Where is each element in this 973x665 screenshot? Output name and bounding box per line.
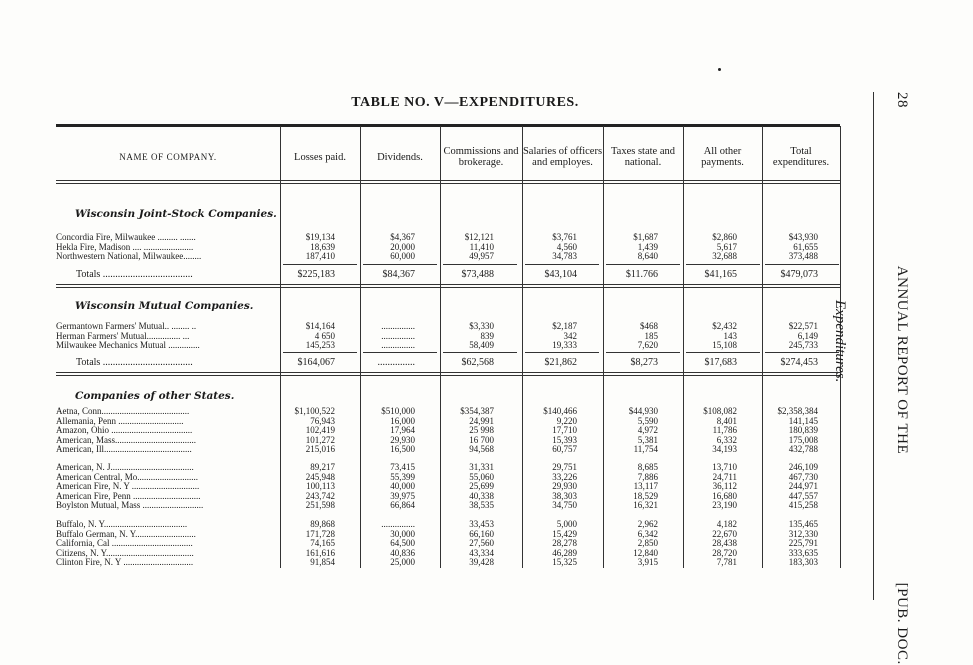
cell-value: 342: [563, 330, 577, 341]
cell-value: 7,886: [637, 471, 658, 482]
cell-value: 55,399: [390, 471, 415, 482]
header-rule: [56, 183, 840, 184]
total-rule: [525, 352, 599, 353]
cell-value: 1,439: [637, 241, 658, 252]
total-rule: [606, 264, 680, 265]
cell-value: 141,145: [788, 415, 818, 426]
cell-value: 25,699: [469, 481, 494, 491]
cell-value: $3,330: [469, 321, 494, 331]
cell-value: 467,730: [788, 471, 818, 482]
table-title: TABLE NO. V—EXPENDITURES.: [351, 95, 579, 110]
cell-value: 29,751: [552, 462, 577, 472]
total-rule: [606, 352, 680, 353]
cell-value: 143: [723, 330, 737, 341]
cell-value: 12,840: [633, 547, 658, 558]
total-value: $84,367: [382, 269, 415, 280]
cell-value: $354,387: [460, 406, 494, 416]
total-value: $21,862: [544, 357, 577, 368]
total-value: $479,073: [780, 269, 818, 280]
cell-value: 18,639: [310, 241, 335, 252]
cell-value: 246,109: [788, 462, 818, 472]
table-row: [56, 472, 840, 482]
total-rule: [765, 352, 839, 353]
cell-value: 19,333: [552, 340, 577, 350]
total-rule: [363, 264, 437, 265]
cell-value: 11,786: [712, 425, 737, 435]
cell-value: 15,429: [552, 528, 577, 539]
cell-value: 8,640: [637, 251, 658, 261]
total-rule: [363, 352, 437, 353]
cell-value: ...............: [381, 321, 415, 331]
cell-value: 36,112: [712, 481, 737, 491]
table-row: [56, 462, 840, 472]
cell-value: 33,453: [469, 519, 494, 529]
cell-value: 94,568: [469, 444, 494, 454]
total-double-rule: [56, 375, 840, 376]
total-value: $43,104: [544, 269, 577, 280]
cell-value: 40,338: [469, 490, 494, 501]
company-name: Amazon, Ohio ....................................: [56, 425, 193, 435]
cell-value: $108,082: [703, 406, 737, 416]
cell-value: 28,720: [712, 547, 737, 558]
cell-value: 245,733: [788, 340, 818, 350]
column-header: Total expenditures.: [772, 146, 830, 168]
cell-value: 66,864: [390, 500, 415, 510]
total-rule: [525, 264, 599, 265]
cell-value: 34,783: [552, 251, 577, 261]
cell-value: 100,113: [306, 481, 335, 491]
total-rule: [283, 264, 357, 265]
cell-value: 4,972: [637, 425, 658, 435]
total-double-rule: [56, 284, 840, 285]
cell-value: 38,303: [552, 490, 577, 501]
table-row: [56, 416, 840, 426]
cell-value: $510,000: [381, 406, 415, 416]
company-name: American, Mass....................................: [56, 434, 196, 445]
cell-value: 8,401: [716, 415, 737, 426]
total-rule: [283, 352, 357, 353]
total-value: $164,067: [297, 357, 335, 368]
total-rule: [443, 352, 517, 353]
cell-value: $468: [640, 321, 658, 331]
cell-value: 16,500: [390, 444, 415, 454]
total-double-rule: [56, 372, 840, 373]
cell-value: 43,334: [469, 547, 494, 558]
cell-value: 7,620: [637, 340, 658, 350]
cell-value: 89,217: [310, 462, 335, 472]
column-header: NAME OF COMPANY.: [119, 151, 217, 162]
cell-value: 6,149: [797, 330, 818, 341]
company-name: Herman Farmers' Mutual............... ...: [56, 330, 190, 341]
cell-value: 60,000: [390, 251, 415, 261]
company-name: Northwestern National, Milwaukee........: [56, 251, 202, 261]
total-value: $17,683: [704, 357, 737, 368]
cell-value: 74,165: [310, 538, 335, 548]
cell-value: 55,060: [469, 471, 494, 482]
total-value: $225,183: [297, 269, 335, 280]
company-name: American Central, Mo...........................: [56, 471, 198, 482]
cell-value: 91,854: [310, 557, 335, 567]
cell-value: 29,930: [390, 434, 415, 445]
cell-value: 22,670: [712, 528, 737, 539]
cell-value: 2,850: [637, 538, 658, 548]
cell-value: 58,409: [469, 340, 494, 350]
column-header: All other payments.: [701, 146, 744, 168]
company-name: Boylston Mutual, Mass ...........................: [56, 500, 204, 510]
total-value: $11.766: [625, 269, 658, 280]
cell-value: 24,711: [712, 471, 737, 482]
company-name: California, Cal ....................................: [56, 538, 193, 548]
table-row: [56, 406, 840, 416]
running-head: [893, 92, 910, 665]
cell-value: $12,121: [464, 232, 494, 242]
cell-value: 16,321: [633, 500, 658, 510]
cell-value: 333,635: [788, 547, 818, 558]
total-value: $73,488: [461, 269, 494, 280]
section-heading: Wisconsin Mutual Companies.: [75, 300, 254, 312]
cell-value: ...............: [381, 519, 415, 529]
cell-value: 4 650: [314, 330, 335, 341]
cell-value: 76,943: [310, 415, 335, 426]
company-name: American Fire, Penn ..............................: [56, 490, 201, 501]
cell-value: 66,160: [469, 528, 494, 539]
cell-value: 244,971: [788, 481, 818, 491]
cell-value: 17,710: [552, 425, 577, 435]
cell-value: 27,560: [469, 538, 494, 548]
cell-value: 6,332: [716, 434, 737, 445]
cell-value: 9,220: [556, 415, 577, 426]
cell-value: $44,930: [628, 406, 658, 416]
totals-label: Totals ....................................: [76, 358, 193, 368]
cell-value: 183,303: [788, 557, 818, 567]
section-heading: Wisconsin Joint-Stock Companies.: [75, 208, 277, 220]
company-name: Citizens, N. Y.......................................: [56, 547, 194, 558]
cell-value: 415,258: [788, 500, 818, 510]
cell-value: 5,000: [556, 519, 577, 529]
page-speck: [718, 68, 721, 71]
table-row: [56, 321, 840, 331]
cell-value: 432,788: [788, 444, 818, 454]
cell-value: 39,975: [390, 490, 415, 501]
cell-value: 38,535: [469, 500, 494, 510]
column-header: Commissions and brokerage.: [443, 146, 519, 168]
cell-value: 16 700: [469, 434, 494, 445]
company-name: Clinton Fire, N. Y ...............................: [56, 557, 194, 567]
total-value: ...............: [377, 357, 415, 368]
cell-value: 175,008: [788, 434, 818, 445]
table-row: [56, 425, 840, 435]
table-row: [56, 519, 840, 529]
company-name: Aetna, Conn.......................................: [56, 406, 190, 416]
cell-value: 225,791: [788, 538, 818, 548]
column-header: Dividends.: [377, 151, 423, 163]
table-row: [56, 548, 840, 558]
cell-value: $22,571: [788, 321, 818, 331]
cell-value: 5,617: [716, 241, 737, 252]
cell-value: 25,000: [390, 557, 415, 567]
company-name: Buffalo, N. Y.....................................: [56, 519, 188, 529]
cell-value: 46,289: [552, 547, 577, 558]
margin-rule: [873, 92, 874, 600]
cell-value: 101,272: [305, 434, 335, 445]
header-rule: [56, 180, 840, 181]
table-row: [56, 251, 840, 261]
table-row: [56, 444, 840, 454]
cell-value: 5,590: [637, 415, 658, 426]
cell-value: $43,930: [788, 232, 818, 242]
total-value: $274,453: [780, 357, 818, 368]
cell-value: 15,393: [552, 434, 577, 445]
running-head-text: ANNUAL REPORT OF THE: [894, 265, 910, 455]
cell-value: 33,226: [552, 471, 577, 482]
cell-value: 34,750: [552, 500, 577, 510]
cell-value: 39,428: [469, 557, 494, 567]
page-number: 28: [894, 92, 910, 108]
cell-value: 16,000: [390, 415, 415, 426]
cell-value: $1,100,522: [294, 406, 335, 416]
running-head-bracket: [PUB. DOC.: [894, 582, 910, 665]
cell-value: $2,358,384: [777, 406, 818, 416]
cell-value: 180,839: [788, 425, 818, 435]
total-value: $41,165: [704, 269, 737, 280]
totals-row: [56, 270, 840, 280]
totals-row: [56, 358, 840, 368]
column-header: Taxes state and national.: [611, 146, 675, 168]
cell-value: 13,710: [712, 462, 737, 472]
cell-value: 15,108: [712, 340, 737, 350]
cell-value: 185: [644, 330, 658, 341]
side-label: Expenditures.: [832, 300, 848, 383]
cell-value: ...............: [381, 330, 415, 341]
table-row: [56, 331, 840, 341]
total-rule: [686, 352, 760, 353]
total-double-rule: [56, 287, 840, 288]
cell-value: 49,957: [469, 251, 494, 261]
cell-value: 373,488: [788, 251, 818, 261]
cell-value: 3,915: [637, 557, 658, 567]
cell-value: 4,560: [556, 241, 577, 252]
cell-value: 32,688: [712, 251, 737, 261]
company-name: American, Ill.......................................: [56, 444, 192, 454]
cell-value: 24,991: [469, 415, 494, 426]
cell-value: 17,964: [390, 425, 415, 435]
cell-value: 251,598: [305, 500, 335, 510]
cell-value: 15,325: [552, 557, 577, 567]
total-rule: [765, 264, 839, 265]
cell-value: 4,182: [716, 519, 737, 529]
company-name: Allemania, Penn .............................: [56, 415, 184, 426]
section-heading: Companies of other States.: [75, 390, 235, 402]
table-row: [56, 340, 840, 350]
cell-value: 11,754: [633, 444, 658, 454]
total-value: $62,568: [461, 357, 494, 368]
cell-value: 23,190: [712, 500, 737, 510]
company-name: Hekla Fire, Madison .... ......................: [56, 241, 194, 252]
cell-value: 5,381: [637, 434, 658, 445]
cell-value: 28,278: [552, 538, 577, 548]
cell-value: 30,000: [390, 528, 415, 539]
cell-value: $1,687: [633, 232, 658, 242]
cell-value: $4,367: [390, 232, 415, 242]
total-rule: [686, 264, 760, 265]
cell-value: 61,655: [793, 241, 818, 252]
total-rule: [443, 264, 517, 265]
cell-value: 6,342: [637, 528, 658, 539]
cell-value: 312,330: [788, 528, 818, 539]
cell-value: 102,419: [305, 425, 335, 435]
table-row: [56, 500, 840, 510]
cell-value: ...............: [381, 340, 415, 350]
company-name: American, N. J.....................................: [56, 462, 194, 472]
cell-value: 135,465: [788, 519, 818, 529]
cell-value: 145,253: [305, 340, 335, 350]
table-row: [56, 491, 840, 501]
column-header: Losses paid.: [294, 151, 346, 163]
cell-value: $3,761: [552, 232, 577, 242]
company-name: American Fire, N. Y ..............................: [56, 481, 200, 491]
cell-value: 40,836: [390, 547, 415, 558]
cell-value: 60,757: [552, 444, 577, 454]
table-row: [56, 435, 840, 445]
company-name: Germantown Farmers' Mutual.. ........ ..: [56, 321, 197, 331]
cell-value: 28,438: [712, 538, 737, 548]
cell-value: 29,930: [552, 481, 577, 491]
cell-value: 13,117: [633, 481, 658, 491]
cell-value: 7,781: [716, 557, 737, 567]
cell-value: 64,500: [390, 538, 415, 548]
totals-label: Totals ....................................: [76, 270, 193, 280]
cell-value: $2,860: [712, 232, 737, 242]
cell-value: 16,680: [712, 490, 737, 501]
company-name: Milwaukee Mechanics Mutual ..............: [56, 340, 200, 350]
table-row: [56, 538, 840, 548]
table-row: [56, 557, 840, 567]
cell-value: 73,415: [390, 462, 415, 472]
cell-value: 40,000: [390, 481, 415, 491]
table-row: [56, 481, 840, 491]
company-name: Buffalo German, N. Y...........................: [56, 528, 196, 539]
cell-value: $2,187: [552, 321, 577, 331]
cell-value: 25 998: [469, 425, 494, 435]
cell-value: $2,432: [712, 321, 737, 331]
company-name: Concordia Fire, Milwaukee ......... .......: [56, 232, 196, 242]
cell-value: 447,557: [788, 490, 818, 501]
table-row: [56, 529, 840, 539]
cell-value: 8,685: [637, 462, 658, 472]
table-row: [56, 232, 840, 242]
cell-value: $140,466: [543, 406, 577, 416]
cell-value: 89,868: [310, 519, 335, 529]
cell-value: 20,000: [390, 241, 415, 252]
cell-value: $14,164: [305, 321, 335, 331]
table-row: [56, 242, 840, 252]
cell-value: 243,742: [305, 490, 335, 501]
cell-value: 31,331: [469, 462, 494, 472]
total-value: $8,273: [630, 357, 658, 368]
cell-value: $19,134: [305, 232, 335, 242]
table-top-rule: [56, 124, 840, 127]
cell-value: 34,193: [712, 444, 737, 454]
cell-value: 18,529: [633, 490, 658, 501]
cell-value: 215,016: [305, 444, 335, 454]
cell-value: 839: [480, 330, 494, 341]
cell-value: 171,728: [305, 528, 335, 539]
cell-value: 11,410: [469, 241, 494, 252]
column-header: Salaries of officers and employes.: [522, 146, 603, 168]
cell-value: 187,410: [305, 251, 335, 261]
cell-value: 161,616: [305, 547, 335, 558]
cell-value: 2,962: [637, 519, 658, 529]
cell-value: 245,948: [305, 471, 335, 482]
